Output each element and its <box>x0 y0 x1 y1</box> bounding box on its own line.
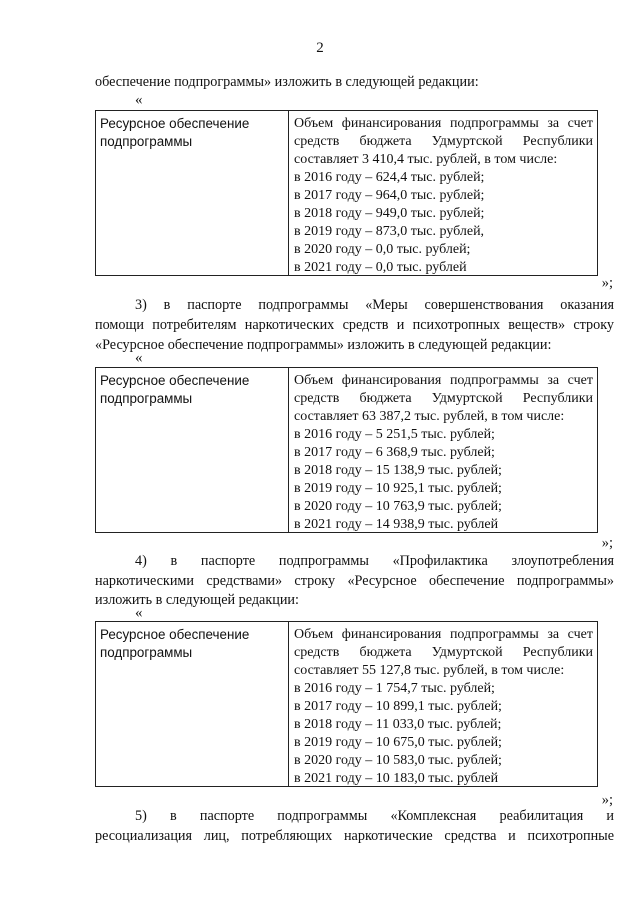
year-line: в 2017 году – 964,0 тыс. рублей; <box>294 188 485 203</box>
year-line: в 2017 году – 6 368,9 тыс. рублей; <box>294 445 495 460</box>
paragraph-4-line-2: наркотическими средствами» строку «Ресурсное обеспечение подпрограммы» <box>95 573 614 589</box>
table-label-cell: Ресурсное обеспечение подпрограммы <box>96 368 289 532</box>
value-line: средств бюджета Удмуртской Республики <box>294 645 593 660</box>
page-number: 2 <box>316 40 324 56</box>
close-quote: »; <box>601 535 613 551</box>
value-line: составляет 3 410,4 тыс. рублей, в том числе: <box>294 152 558 167</box>
table-label-cell: Ресурсное обеспечение подпрограммы <box>96 622 289 786</box>
year-line: в 2020 году – 10 583,0 тыс. рублей; <box>294 753 502 768</box>
open-quote: « <box>135 605 143 621</box>
year-line: в 2018 году – 11 033,0 тыс. рублей; <box>294 717 502 732</box>
table-label-cell: Ресурсное обеспечение подпрограммы <box>96 111 289 275</box>
table-value-cell <box>289 622 597 786</box>
year-line: в 2021 году – 14 938,9 тыс. рублей <box>294 517 499 532</box>
paragraph-5-line-2: ресоциализация лиц, потребляющих наркотические средства и психотропные <box>95 828 614 844</box>
value-line: Объем финансирования подпрограммы за счет <box>294 627 593 642</box>
year-line: в 2021 году – 0,0 тыс. рублей <box>294 260 467 275</box>
value-line: средств бюджета Удмуртской Республики <box>294 134 593 149</box>
open-quote: « <box>135 92 143 108</box>
paragraph-3-line-2: помощи потребителям наркотических средств и психотропных веществ» строку <box>95 317 614 333</box>
year-line: в 2016 году – 1 754,7 тыс. рублей; <box>294 681 495 696</box>
year-line: в 2018 году – 15 138,9 тыс. рублей; <box>294 463 502 478</box>
value-line: средств бюджета Удмуртской Республики <box>294 391 593 406</box>
table-value-cell <box>289 368 597 532</box>
table-value-cell <box>289 111 597 275</box>
value-line: Объем финансирования подпрограммы за счет <box>294 116 593 131</box>
value-line: Объем финансирования подпрограммы за счет <box>294 373 593 388</box>
value-line: составляет 55 127,8 тыс. рублей, в том числе: <box>294 663 565 678</box>
resource-table-1 <box>95 110 598 276</box>
resource-table-2 <box>95 367 598 533</box>
year-line: в 2016 году – 624,4 тыс. рублей; <box>294 170 485 185</box>
year-line: в 2020 году – 0,0 тыс. рублей; <box>294 242 471 257</box>
paragraph-3-line-3: «Ресурсное обеспечение подпрограммы» изложить в следующей редакции: <box>95 337 552 353</box>
value-line: составляет 63 387,2 тыс. рублей, в том числе: <box>294 409 565 424</box>
paragraph-4-line-3: изложить в следующей редакции: <box>95 592 299 608</box>
close-quote: »; <box>601 792 613 808</box>
resource-table-3 <box>95 621 598 787</box>
year-line: в 2017 году – 10 899,1 тыс. рублей; <box>294 699 502 714</box>
paragraph-5-line-1: 5) в паспорте подпрограммы «Комплексная реабилитация и <box>135 808 614 824</box>
year-line: в 2019 году – 10 675,0 тыс. рублей; <box>294 735 502 750</box>
year-line: в 2018 году – 949,0 тыс. рублей; <box>294 206 485 221</box>
year-line: в 2019 году – 873,0 тыс. рублей, <box>294 224 485 239</box>
year-line: в 2019 году – 10 925,1 тыс. рублей; <box>294 481 502 496</box>
paragraph-4-line-1: 4) в паспорте подпрограммы «Профилактика злоупотребления <box>135 553 614 569</box>
paragraph-3-line-1: 3) в паспорте подпрограммы «Меры совершенствования оказания <box>135 297 614 313</box>
close-quote: »; <box>601 275 613 291</box>
year-line: в 2020 году – 10 763,9 тыс. рублей; <box>294 499 502 514</box>
year-line: в 2021 году – 10 183,0 тыс. рублей <box>294 771 499 786</box>
intro-line: обеспечение подпрограммы» изложить в следующей редакции: <box>95 74 479 90</box>
year-line: в 2016 году – 5 251,5 тыс. рублей; <box>294 427 495 442</box>
open-quote: « <box>135 350 143 366</box>
